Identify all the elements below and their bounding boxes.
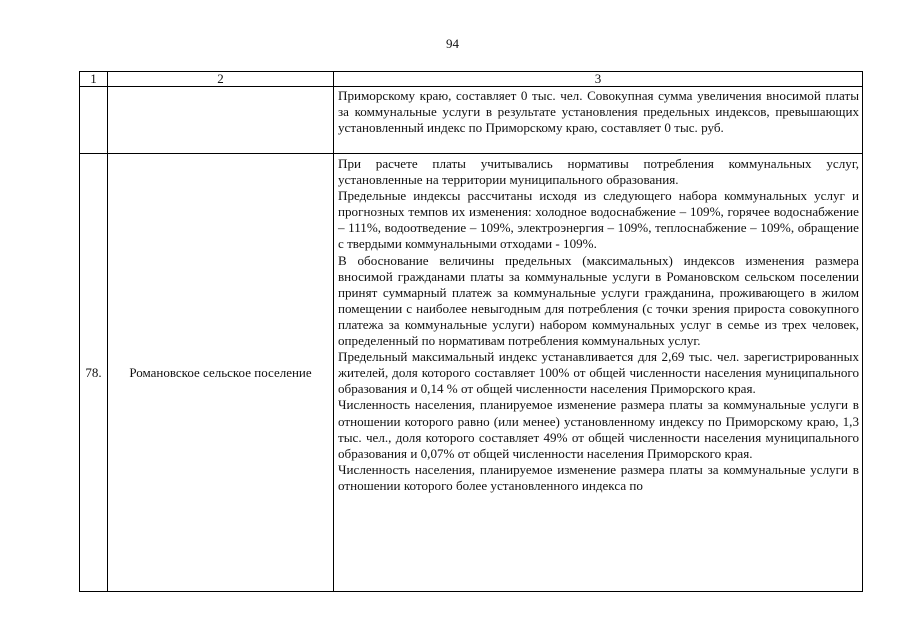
row-name-cell bbox=[108, 87, 334, 154]
description-paragraph: Численность населения, планируемое изменение размера платы за коммунальные услуги в отношении которого более установленного индекса по bbox=[338, 461, 859, 493]
row-number: 78. bbox=[80, 154, 108, 592]
header-col-3: 3 bbox=[334, 72, 863, 87]
description-paragraph: Предельный максимальный индекс устанавливается для 2,69 тыс. чел. зарегистрированных жителей, доля которого составляет 100% от общей численности населения муниципального образования и 0,14 % от общей численности населения Приморского края. bbox=[338, 349, 859, 397]
row-number-cell bbox=[80, 87, 108, 154]
row-description-cell bbox=[334, 154, 863, 592]
page-number: 94 bbox=[446, 36, 459, 51]
description-paragraph: Приморскому краю, составляет 0 тыс. чел. Совокупная сумма увеличения вносимой платы за коммунальные услуги в результате установления предельных индексов, превышающих установленный индекс по Приморскому краю, составляет 0 тыс. руб. bbox=[338, 88, 859, 136]
header-col-2: 2 bbox=[108, 72, 334, 87]
description-paragraph: Численность населения, планируемое изменение размера платы за коммунальные услуги в отношении которого равно (или менее) установленному индексу по Приморскому краю, 1,3 тыс. чел., доля которого составляет 49% от общей численности населения муниципального образования и 0,07% от общей численности населения Приморского края. bbox=[338, 397, 859, 461]
municipality-name: Романовское сельское поселение bbox=[108, 154, 334, 592]
table-row-continued bbox=[80, 87, 863, 154]
row-description-cell bbox=[334, 87, 863, 154]
description-paragraph: При расчете платы учитывались нормативы потребления коммунальных услуг, установленные на территории муниципального образования. bbox=[338, 156, 859, 188]
header-col-1: 1 bbox=[80, 72, 108, 87]
header-row bbox=[80, 72, 863, 87]
data-table bbox=[79, 71, 863, 592]
description-paragraph: В обоснование величины предельных (максимальных) индексов изменения размера вносимой гражданами платы за коммунальные услуги в Романовском сельском поселении принят суммарный платеж за коммунальные услуги гражданина, проживающего в жилом помещении с наиболее невыгодным для потребления (с точки зрения прироста совокупного платежа за коммунальные услуги) набором коммунальных услуг в семье из трех человек, определенный по нормативам потребления коммунальных услуг. bbox=[338, 252, 859, 349]
table-row-78 bbox=[80, 154, 863, 592]
description-paragraph: Предельные индексы рассчитаны исходя из следующего набора коммунальных услуг и прогнозных темпов их изменения: холодное водоснабжение – 109%, горячее водоснабжение – 111%, водоотведение – 109%, электроэнергия – 109%, теплоснабжение – 109%, обращение с твердыми коммунальными отходами - 109%. bbox=[338, 188, 859, 252]
